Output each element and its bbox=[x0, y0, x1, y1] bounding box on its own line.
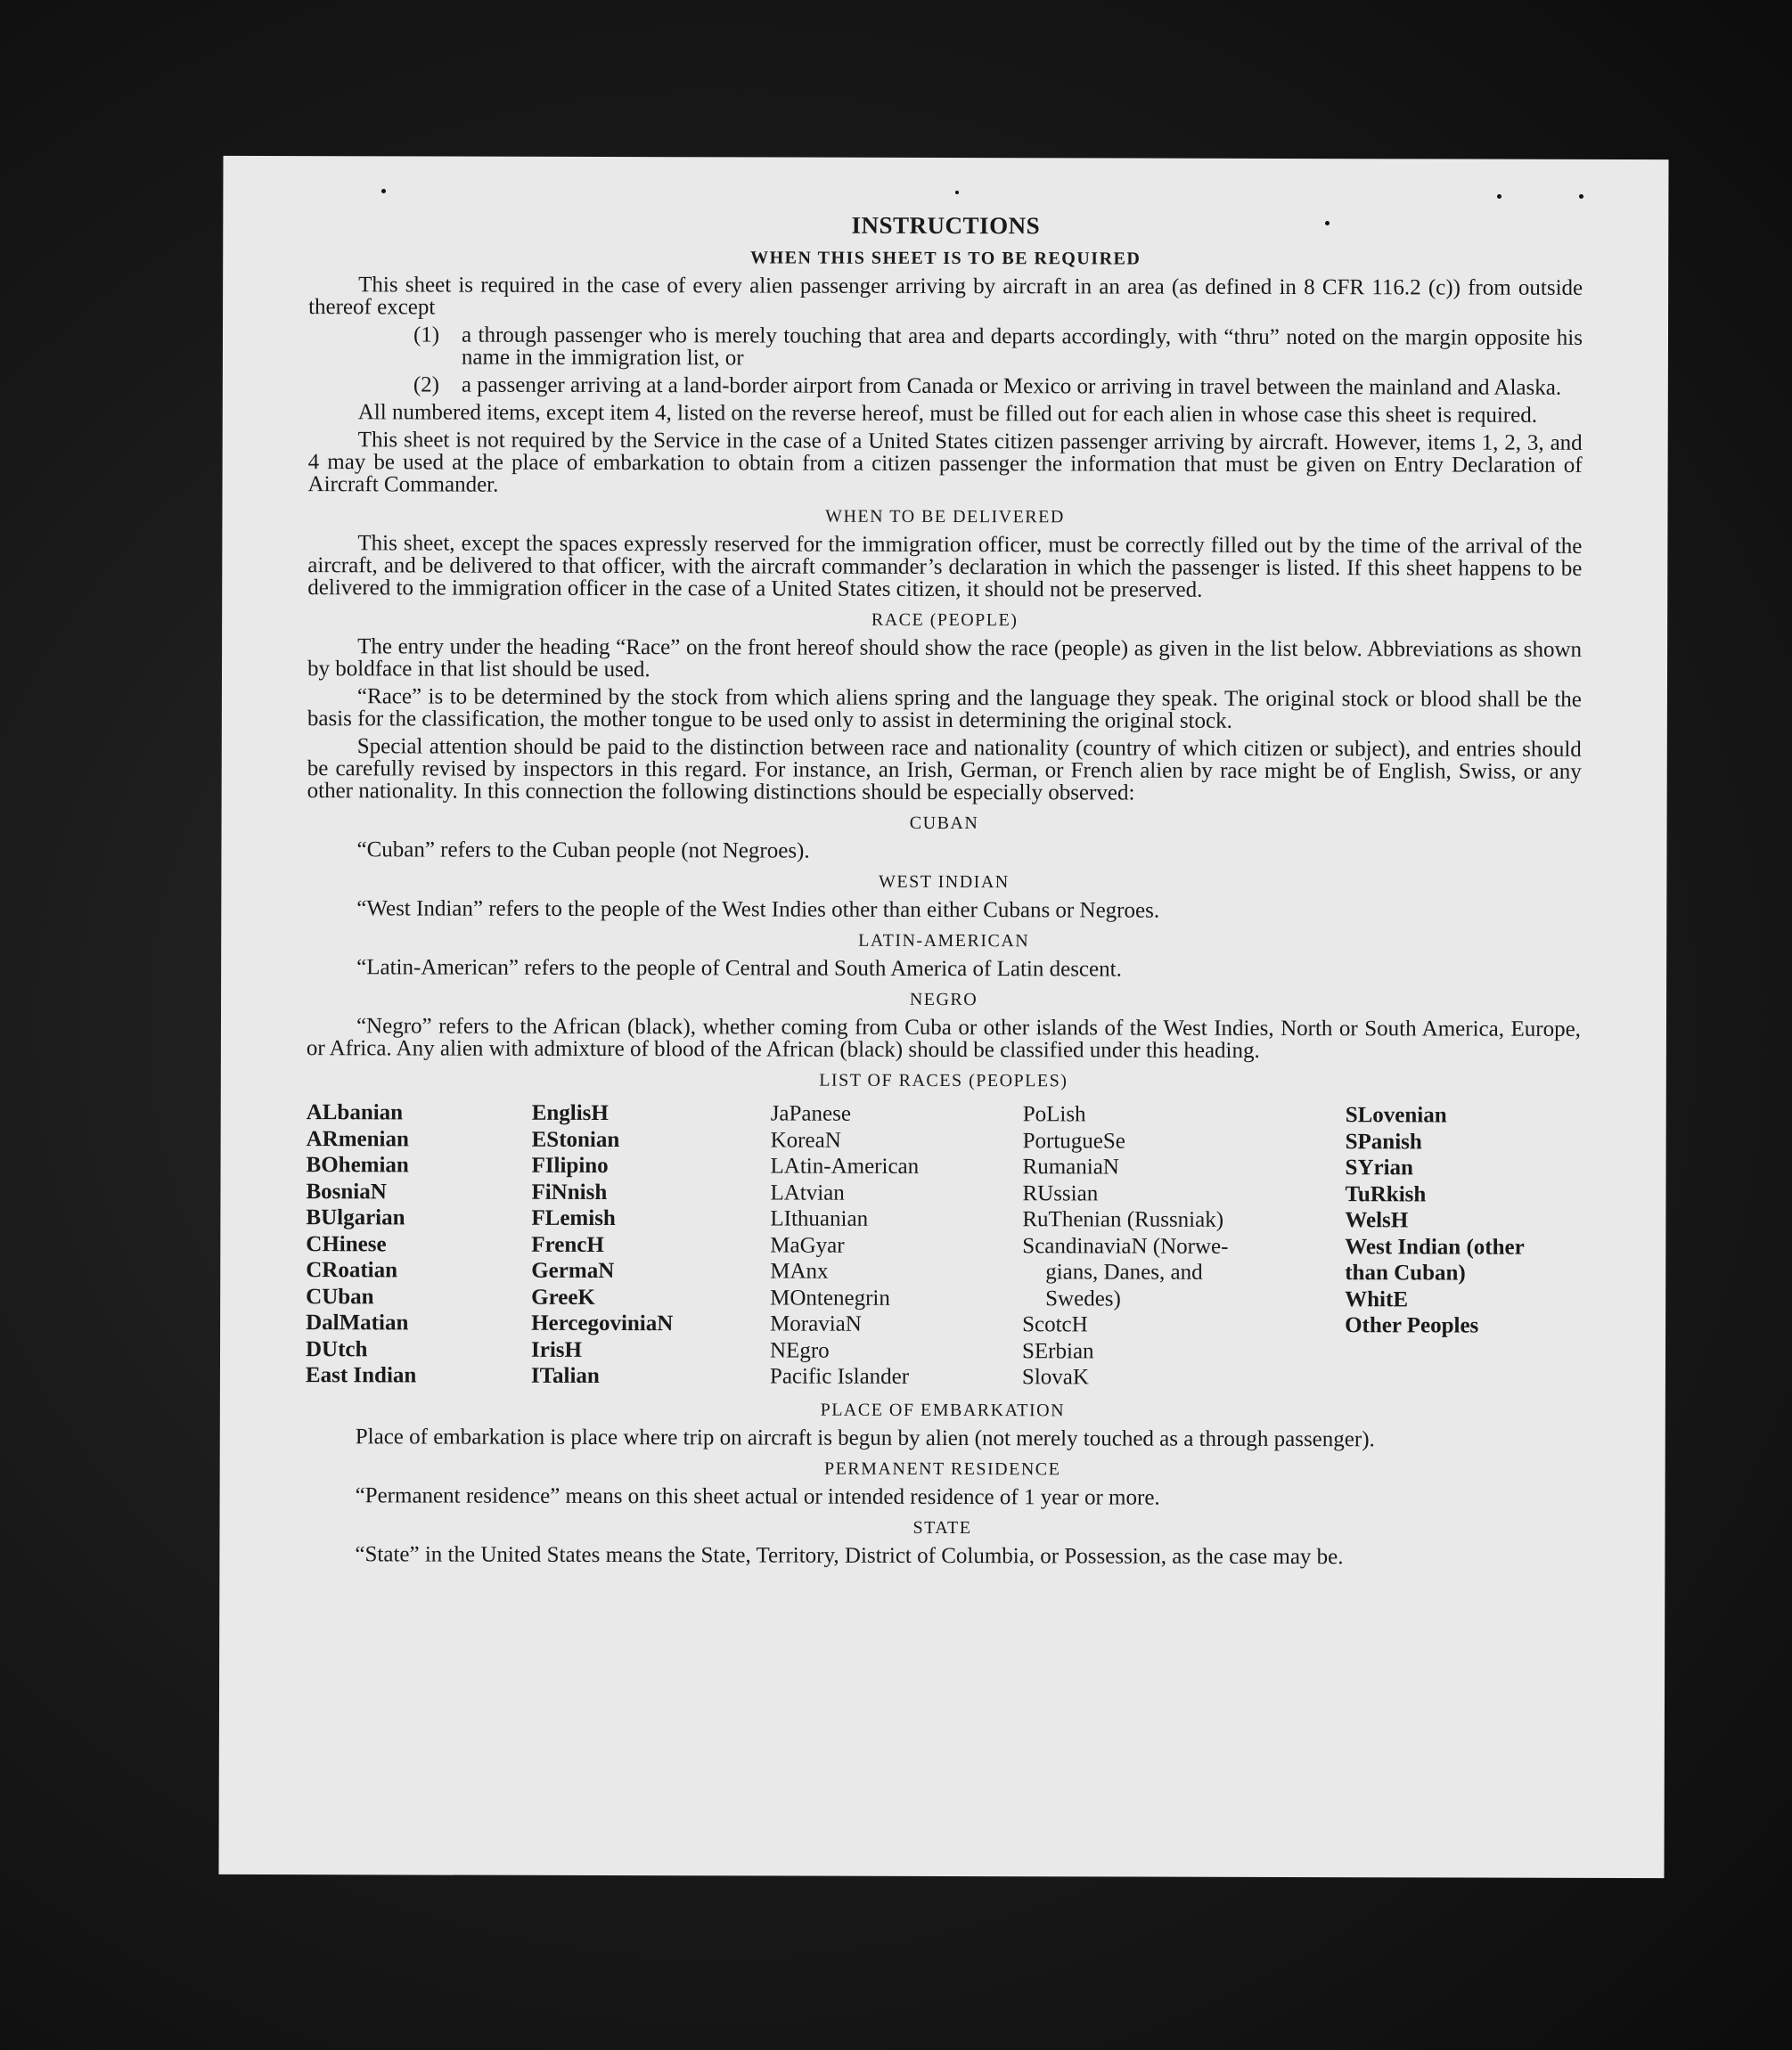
heading-negro: NEGRO bbox=[909, 989, 978, 1010]
scan-speck bbox=[1579, 194, 1583, 199]
race-item-continuation: gians, Danes, and bbox=[1045, 1260, 1203, 1285]
race-item: LAtvian bbox=[770, 1180, 845, 1205]
race-item: WhitE bbox=[1345, 1286, 1409, 1311]
heading-race: RACE (PEOPLE) bbox=[871, 609, 1019, 631]
heading-embarkation: PLACE OF EMBARKATION bbox=[820, 1400, 1066, 1420]
race-item: RUssian bbox=[1022, 1180, 1099, 1205]
race-item: BosniaN bbox=[306, 1179, 387, 1204]
scan-speck bbox=[955, 191, 959, 194]
race-item: Other Peoples bbox=[1345, 1313, 1479, 1338]
numbered-items-paragraph: All numbered items, except item 4, listed on the reverse hereof, must be filled out for each alien in whose case this sheet is required. bbox=[357, 400, 1538, 428]
heading-cuban: CUBAN bbox=[909, 813, 979, 834]
race-item: West Indian (other bbox=[1345, 1234, 1525, 1260]
race-item: EnglisH bbox=[531, 1100, 609, 1126]
race-item: MOntenegrin bbox=[770, 1285, 890, 1311]
race-item: ALbanian bbox=[306, 1100, 404, 1125]
race-item: PortugueSe bbox=[1022, 1128, 1125, 1154]
race-item: FrencH bbox=[531, 1232, 604, 1257]
instruction-sheet bbox=[218, 156, 1668, 1878]
race-item: PoLish bbox=[1022, 1102, 1086, 1127]
west-indian-paragraph: “West Indian” refers to the people of the West Indies other than either Cubans or Negroes. bbox=[356, 896, 1160, 923]
exception-item bbox=[413, 373, 1583, 398]
race-item: SYrian bbox=[1345, 1156, 1413, 1180]
race-item: KoreaN bbox=[770, 1127, 841, 1153]
races-column-4 bbox=[1022, 1101, 1346, 1391]
negro-paragraph: “Negro” refers to the African (black), whether coming from Cuba or other islands of the West Indies, North or South America, Europe, or Africa. Any alien with admixture of blood of the African (black) should be classified under this heading. bbox=[306, 1014, 1582, 1063]
delivered-paragraph: This sheet, except the spaces expressly reserved for the immigration officer, must be correctly filled out by the time of the arrival of the aircraft, and be delivered to that officer, with the aircraft commander’s declaration in which the passenger is listed. If this sheet happens to be delivered to the immigration officer in the case of a United States citizen, it should not be preserved. bbox=[307, 531, 1583, 602]
race-item: ARmenian bbox=[306, 1126, 409, 1151]
race-item: ScotcH bbox=[1022, 1312, 1088, 1337]
race-item: CUban bbox=[306, 1284, 374, 1309]
race-item: NEgro bbox=[769, 1337, 830, 1363]
races-column-1 bbox=[306, 1099, 532, 1389]
race-item: FLemish bbox=[531, 1205, 616, 1231]
scan-speck bbox=[1325, 221, 1330, 225]
page-title: INSTRUCTIONS bbox=[851, 211, 1041, 240]
scan-speck bbox=[381, 189, 386, 193]
embarkation-paragraph: Place of embarkation is place where trip on aircraft is begun by alien (not merely touched as a through passenger). bbox=[355, 1424, 1375, 1451]
race-item: TuRkish bbox=[1345, 1181, 1427, 1206]
race-item: SErbian bbox=[1021, 1338, 1094, 1363]
state-paragraph: “State” in the United States means the State, Territory, District of Columbia, or Possession, as the case may be. bbox=[355, 1541, 1344, 1569]
heading-required: WHEN THIS SHEET IS TO BE REQUIRED bbox=[750, 248, 1141, 269]
races-column-2 bbox=[531, 1100, 771, 1390]
races-column-3 bbox=[770, 1100, 1023, 1390]
race-paragraph-2: “Race” is to be determined by the stock from which aliens spring and the language they speak. The original stock or blood shall be the basis for the classification, the mother tongue to be used only to assist in determining the original stock. bbox=[307, 684, 1582, 733]
heading-residence: PERMANENT RESIDENCE bbox=[823, 1458, 1061, 1479]
races-column-5 bbox=[1345, 1102, 1577, 1392]
race-item: GermaN bbox=[531, 1258, 615, 1284]
race-item: MaGyar bbox=[770, 1232, 845, 1258]
race-item: BOhemian bbox=[306, 1153, 409, 1178]
race-item: SLovenian bbox=[1345, 1103, 1447, 1128]
heading-list-of-races: LIST OF RACES (PEOPLES) bbox=[819, 1070, 1068, 1091]
race-paragraph-3: Special attention should be paid to the distinction between race and nationality (country of which citizen or subject), and entries should be carefully revised by inspectors in this regard. For instance, an Irish, German, or French alien by race might be of English, Swiss, or any other nationality. In this connection the following distinctions should be especially observed: bbox=[307, 734, 1582, 805]
race-item: CHinese bbox=[306, 1231, 387, 1256]
race-item-continuation: than Cuban) bbox=[1345, 1261, 1466, 1286]
race-item: RuThenian (Russniak) bbox=[1022, 1207, 1224, 1232]
race-item: MoraviaN bbox=[770, 1311, 862, 1336]
race-item: WelsH bbox=[1345, 1208, 1409, 1233]
item-number: (2) bbox=[413, 372, 440, 397]
race-paragraph-1: The entry under the heading “Race” on the front hereof should show the race (people) as given in the list below. Abbreviations as shown by boldface in that list should be used. bbox=[307, 634, 1583, 682]
item-text: a passenger arriving at a land-border airport from Canada or Mexico or arriving in travel between the mainland and Alaska. bbox=[461, 372, 1562, 400]
race-item: ScandinaviaN (Norwe- bbox=[1022, 1233, 1229, 1259]
race-item-continuation: Swedes) bbox=[1045, 1286, 1121, 1311]
cuban-paragraph: “Cuban” refers to the Cuban people (not Negroes). bbox=[356, 837, 810, 863]
race-item: MAnx bbox=[770, 1259, 829, 1284]
race-item: EStonian bbox=[531, 1127, 620, 1152]
race-item: SPanish bbox=[1345, 1129, 1422, 1154]
race-item: FiNnish bbox=[531, 1180, 608, 1205]
required-intro: This sheet is required in the case of every alien passenger arriving by aircraft in an area (as defined in 8 CFR 116.2 (c)) from outside thereof except bbox=[308, 273, 1583, 320]
item-text: a through passenger who is merely touching that area and departs accordingly, with “thru” noted on the margin opposite his name in the immigration list, or bbox=[461, 323, 1583, 371]
race-item: BUlgarian bbox=[306, 1205, 405, 1230]
heading-delivered: WHEN TO BE DELIVERED bbox=[825, 506, 1065, 527]
heading-latin-american: LATIN-AMERICAN bbox=[858, 930, 1030, 951]
race-item: IrisH bbox=[530, 1337, 583, 1362]
heading-west-indian: WEST INDIAN bbox=[879, 871, 1010, 893]
race-item: FIlipino bbox=[531, 1153, 609, 1179]
races-list bbox=[306, 1099, 1581, 1392]
race-item: GreeK bbox=[531, 1285, 595, 1310]
item-number: (1) bbox=[413, 323, 440, 347]
race-item: DUtch bbox=[305, 1336, 368, 1361]
race-item: Pacific Islander bbox=[769, 1364, 910, 1389]
residence-paragraph: “Permanent residence” means on this sheet actual or intended residence of 1 year or more. bbox=[355, 1482, 1160, 1510]
race-item: JaPanese bbox=[770, 1101, 852, 1126]
race-item: LIthuanian bbox=[770, 1206, 869, 1231]
scan-speck bbox=[1497, 194, 1502, 199]
race-item: East Indian bbox=[305, 1363, 417, 1388]
citizen-paragraph: This sheet is not required by the Service in the case of a United States citizen passenger arriving by aircraft. However, items 1, 2, 3, and 4 may be used at the place of embarkation to obtain from a citizen passenger the information that must be given on Entry Declaration of Aircraft Commander. bbox=[307, 428, 1583, 497]
heading-state: STATE bbox=[912, 1517, 972, 1538]
latin-american-paragraph: “Latin-American” refers to the people of Central and South America of Latin descent. bbox=[356, 955, 1122, 982]
race-item: DalMatian bbox=[306, 1311, 409, 1335]
exception-item bbox=[413, 323, 1583, 371]
race-item: HercegoviniaN bbox=[531, 1311, 674, 1336]
race-item: RumaniaN bbox=[1022, 1155, 1119, 1180]
race-item: CRoatian bbox=[306, 1258, 398, 1283]
race-item: ITalian bbox=[530, 1363, 600, 1388]
race-item: LAtin-American bbox=[770, 1154, 920, 1179]
race-item: SlovaK bbox=[1021, 1365, 1089, 1390]
